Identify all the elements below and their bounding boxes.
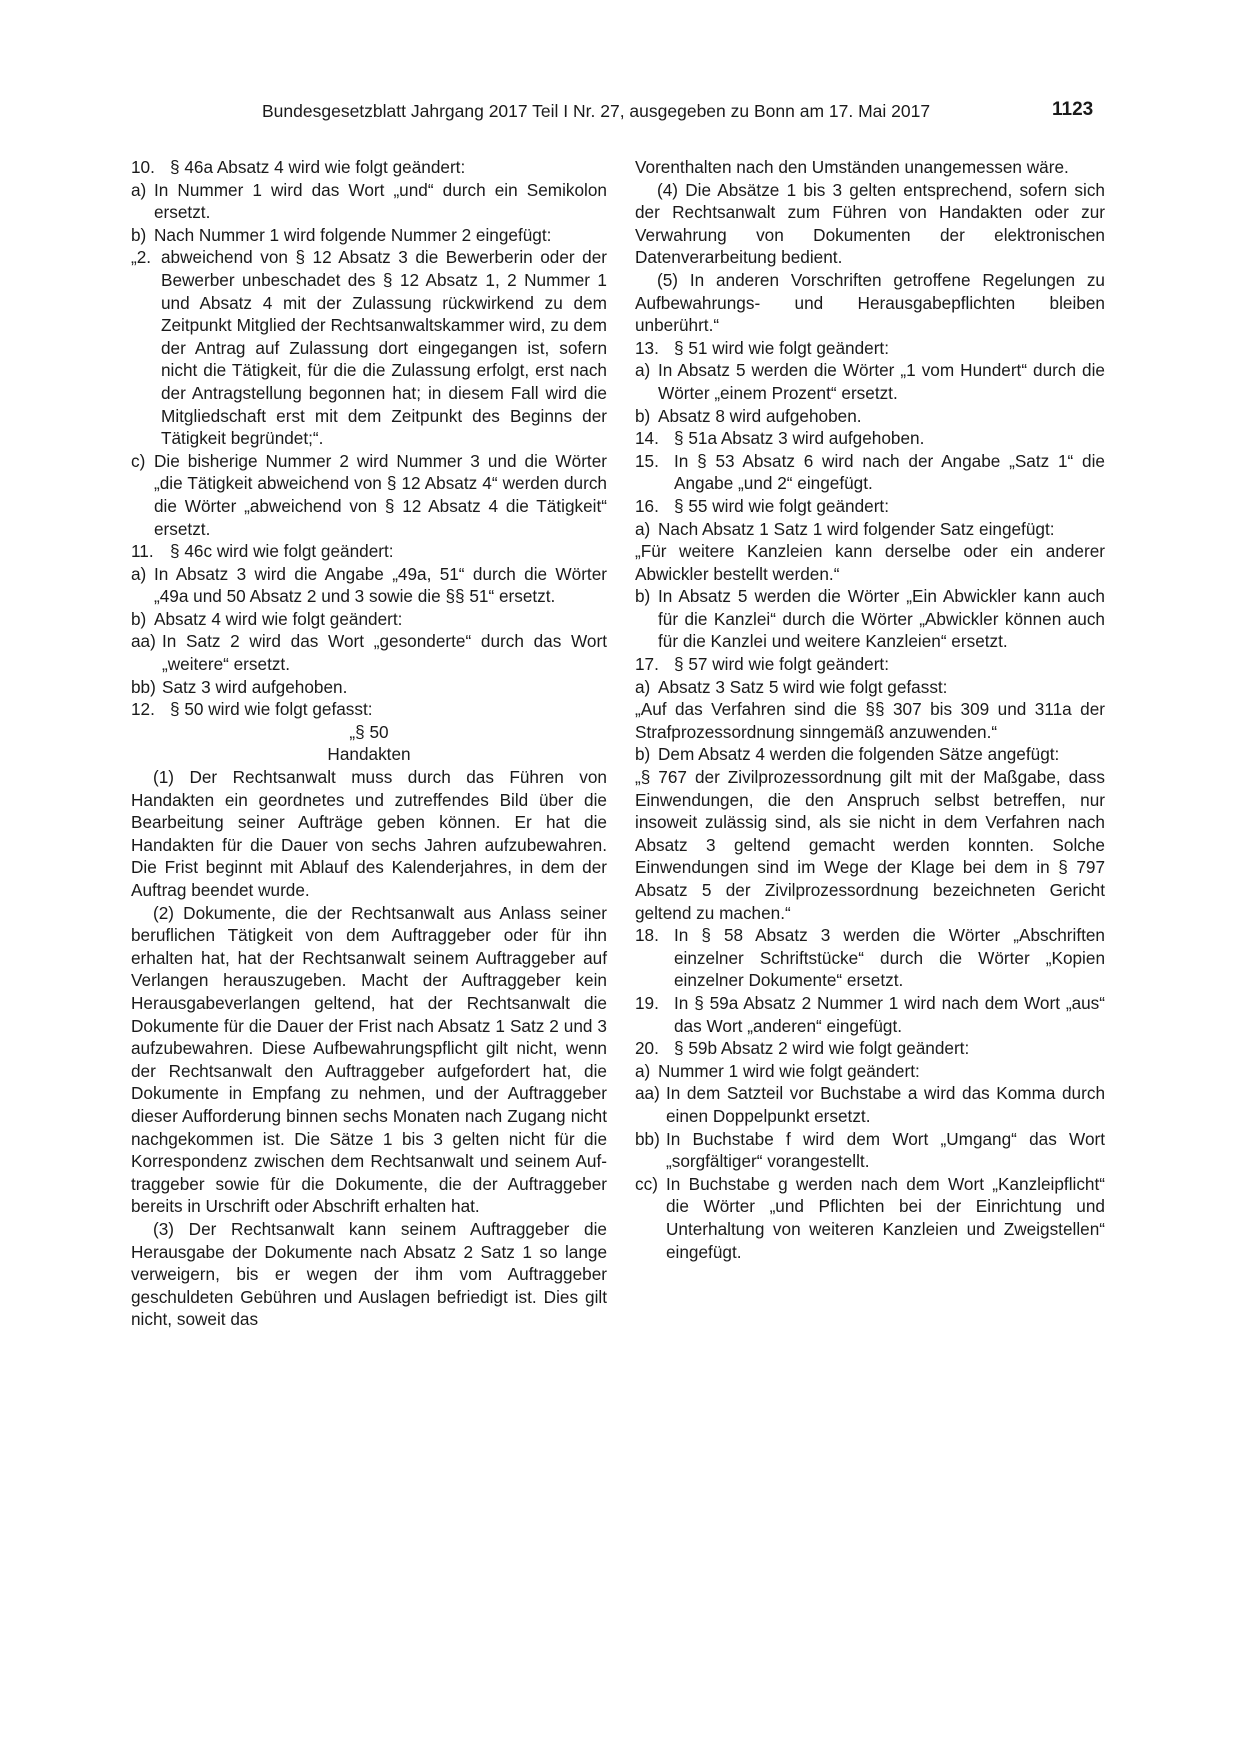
subsub-label: bb) <box>635 1128 660 1149</box>
sub-label: b) <box>131 608 147 629</box>
item-text: § 50 wird wie folgt gefasst: <box>170 699 373 720</box>
subsub-text: In Buchstabe g werden nach dem Wort „Kanzleipflicht“ die Wörter „und Pflichten bei der Einrichtung und Unterhaltung von weiteren Kanzleien und Zweigstellen“ eingefügt. <box>666 1173 1105 1262</box>
sub-text: Nach Absatz 1 Satz 1 wird folgender Satz eingefügt: <box>658 518 1055 539</box>
item-number: 19. <box>635 992 659 1013</box>
sub-item <box>131 450 607 540</box>
sub-item <box>635 405 1105 428</box>
sub-text: In Absatz 3 wird die Angabe „49a, 51“ durch die Wörter „49a und 50 Absatz 2 und 3 sowie die §§ 51“ ersetzt. <box>154 563 607 607</box>
quoted-text: „Auf das Verfahren sind die §§ 307 bis 309 und 311a der Strafprozessordnung sinngemäß anzuwenden.“ <box>635 699 1105 742</box>
item-number: 11. <box>131 541 154 562</box>
item-text: § 51 wird wie folgt geändert: <box>674 337 889 358</box>
sub-item <box>131 179 607 224</box>
paragraph: (2) Dokumente, die der Rechtsanwalt aus Anlass seiner beruflichen Tätigkeit von dem Auftraggeber oder für ihn erhalten hat, hat der Rechtsanwalt seinem Auftraggeber auf Verlangen herauszugeben. Macht der Auftraggeber kein Herausgabeverlangen geltend, hat der Rechtsanwalt die Dokumente für die Dauer der Frist nach Absatz 1 Satz 2 und 3 aufzubewahren. Diese Aufbewahrungspflicht gilt nicht, wenn der Rechtsanwalt den Auftraggeber aufgefordert hat, die Dokumente in Empfang zu nehmen, und der Auftraggeber dieser Aufforderung binnen sechs Monaten nach Zugang nicht nachgekommen ist. Die Sätze 1 bis 3 gelten nicht für die Korrespondenz zwischen dem Rechtsanwalt und seinem Auftraggeber sowie für die Dokumente, die der Auftraggeber bereits in Urschrift oder Abschrift erhalten hat. <box>131 902 607 1217</box>
page-number: 1123 <box>1052 99 1094 120</box>
paragraph: (3) Der Rechtsanwalt kann seinem Auftraggeber die Herausgabe der Dokumente nach Absatz 2 Satz 1 so lange verweigern, bis er wegen der ihm vom Auftraggeber geschuldeten Gebühren und Auslagen befriedigt ist. Dies gilt nicht, soweit das <box>131 1218 607 1330</box>
sub-label: a) <box>635 676 651 697</box>
sub-item <box>635 518 1105 541</box>
sub-item <box>635 585 1105 653</box>
sub-label: a) <box>635 1060 651 1081</box>
item-number: 13. <box>635 337 659 358</box>
item-text: In § 58 Absatz 3 werden die Wörter „Abschriften einzelner Schriftstücke“ durch die Wörter „Kopien einzelner Dokumente“ ersetzt. <box>674 925 1105 991</box>
sub-text: Die bisherige Nummer 2 wird Nummer 3 und die Wörter „die Tätigkeit abweichend von § 12 Absatz 4“ werden durch die Wörter „abweichend von § 12 Absatz 4 die Tätigkeit“ ersetzt. <box>154 450 607 539</box>
sub-label: b) <box>635 405 651 426</box>
item-text: § 57 wird wie folgt geändert: <box>674 654 889 675</box>
sub-text: In Nummer 1 wird das Wort „und“ durch ein Semikolon ersetzt. <box>154 179 607 223</box>
item-number: 17. <box>635 654 659 675</box>
left-column <box>131 156 607 1331</box>
item-17 <box>635 653 1105 676</box>
item-text: § 55 wird wie folgt geändert: <box>674 495 889 516</box>
subsub-label: bb) <box>131 676 156 697</box>
sub-item <box>635 359 1105 404</box>
subsub-text: Satz 3 wird aufgehoben. <box>162 676 348 697</box>
sub-item <box>131 608 607 631</box>
quoted-number-label: „2. <box>131 247 152 268</box>
sub-text: Absatz 8 wird aufgehoben. <box>658 405 862 426</box>
subsub-text: In Satz 2 wird das Wort „gesonderte“ durch das Wort „weitere“ ersetzt. <box>162 631 607 675</box>
item-number: 16. <box>635 495 659 516</box>
item-20 <box>635 1037 1105 1060</box>
sub-text: Nach Nummer 1 wird folgende Nummer 2 eingefügt: <box>154 224 552 245</box>
item-text: In § 59a Absatz 2 Nummer 1 wird nach dem Wort „aus“ das Wort „anderen“ eingefügt. <box>674 992 1105 1036</box>
item-number: 20. <box>635 1038 659 1059</box>
sub-label: b) <box>635 586 651 607</box>
item-13 <box>635 337 1105 360</box>
item-number: 18. <box>635 925 659 946</box>
subsub-label: aa) <box>635 1083 660 1104</box>
section-heading: Handakten <box>327 744 411 765</box>
quoted-text: „Für weitere Kanzleien kann derselbe oder ein anderer Abwickler bestellt werden.“ <box>635 541 1105 584</box>
quoted-text: „§ 767 der Zivilprozessordnung gilt mit der Maßgabe, dass Einwendungen, die den Anspruch selbst betreffen, nur insoweit zulässig sind, als sie nicht in dem Verfahren nach Absatz 3 geltend gemacht werden konnten. Solche Einwendungen sind im Wege der Klage bei dem in § 797 Absatz 5 der Zivilprozessordnung bezeichneten Gericht geltend zu machen.“ <box>635 767 1105 923</box>
item-text: § 51a Absatz 3 wird aufgehoben. <box>674 428 925 449</box>
sub-label: a) <box>635 360 651 381</box>
sub-item <box>635 743 1105 766</box>
subsub-text: In Buchstabe f wird dem Wort „Umgang“ das Wort „sorgfältiger“ vorangestellt. <box>666 1128 1105 1172</box>
item-11 <box>131 540 607 563</box>
item-text: In § 53 Absatz 6 wird nach der Angabe „Satz 1“ die Angabe „und 2“ eingefügt. <box>674 450 1105 494</box>
item-12 <box>131 698 607 721</box>
item-18 <box>635 924 1105 992</box>
section-number: „§ 50 <box>349 721 389 742</box>
subsub-item <box>635 1173 1105 1263</box>
quoted-number-text: abweichend von § 12 Absatz 3 die Bewerberin oder der Bewerber unbeschadet des § 12 Absatz 1, 2 Nummer 1 und Absatz 4 mit der Zulassung rückwirkend zu dem Zeitpunkt Mitglied der Rechtsanwaltskammer wird, zu dem der Antrag auf Zulassung dort eingegangen ist, sofern nicht die Tätigkeit, für die die Zulassung erfolgt, erst nach der Antragstellung begonnen hat; in diesem Fall wird die Mitgliedschaft erst mit dem Zeitpunkt des Beginns der Tätigkeit begründet;“. <box>161 247 607 449</box>
item-number: 12. <box>131 699 155 720</box>
sub-label: a) <box>131 179 147 200</box>
item-number: 14. <box>635 428 659 449</box>
item-text: § 46a Absatz 4 wird wie folgt geändert: <box>170 157 466 177</box>
subsub-item <box>131 630 607 675</box>
subsub-text: In dem Satzteil vor Buchstabe a wird das Komma durch einen Doppelpunkt ersetzt. <box>666 1083 1105 1126</box>
sub-item <box>635 676 1105 699</box>
sub-text: In Absatz 5 werden die Wörter „Ein Abwickler kann auch für die Kanzlei“ durch die Wörter „Abwickler können auch für die Kanzlei und weitere Kanzleien“ ersetzt. <box>658 586 1105 652</box>
item-10 <box>131 156 607 179</box>
right-column <box>635 156 1105 1263</box>
sub-item <box>635 1060 1105 1083</box>
subsub-label: aa) <box>131 631 156 652</box>
sub-label: b) <box>635 744 651 765</box>
quoted-number <box>131 246 607 449</box>
item-text: § 59b Absatz 2 wird wie folgt geändert: <box>674 1038 970 1059</box>
subsub-item <box>635 1128 1105 1173</box>
sub-text: Dem Absatz 4 werden die folgenden Sätze angefügt: <box>658 744 1060 765</box>
paragraph-continuation: Vorenthalten nach den Umständen unangemessen wäre. <box>635 157 1069 177</box>
item-19 <box>635 992 1105 1037</box>
subsub-item <box>635 1082 1105 1127</box>
gazette-header: Bundesgesetzblatt Jahrgang 2017 Teil I Nr. 27, ausgegeben zu Bonn am 17. Mai 2017 <box>262 101 931 121</box>
item-16 <box>635 495 1105 518</box>
item-number: 15. <box>635 450 659 471</box>
item-number: 10. <box>131 157 155 177</box>
sub-label: a) <box>635 518 651 539</box>
paragraph: (5) In anderen Vorschriften getroffene Regelungen zu Aufbewahrungs- und Herausgabepflichten bleiben unberührt.“ <box>635 269 1105 336</box>
sub-text: Nummer 1 wird wie folgt geändert: <box>658 1060 920 1081</box>
paragraph: (4) Die Absätze 1 bis 3 gelten entsprechend, sofern sich der Rechtsanwalt zum Führen von Handakten oder zur Verwahrung von Dokumenten der elektronischen Datenverarbeitung bedient. <box>635 179 1105 268</box>
sub-label: c) <box>131 450 146 471</box>
subsub-item <box>131 676 607 699</box>
sub-text: Absatz 3 Satz 5 wird wie folgt gefasst: <box>658 676 948 697</box>
subsub-label: cc) <box>635 1173 658 1194</box>
sub-label: b) <box>131 224 147 245</box>
sub-item <box>131 224 607 247</box>
sub-item <box>131 563 607 608</box>
sub-text: Absatz 4 wird wie folgt geändert: <box>154 608 403 629</box>
item-text: § 46c wird wie folgt geändert: <box>170 541 394 562</box>
item-15 <box>635 450 1105 495</box>
paragraph: (1) Der Rechtsanwalt muss durch das Führen von Handakten ein geordnetes und zutreffendes Bild über die Bearbeitung seiner Aufträge geben können. Er hat die Handakten für die Dauer von sechs Jahren aufzubewahren. Die Frist beginnt mit Ablauf des Kalenderjahres, in dem der Auftrag beendet wurde. <box>131 767 607 900</box>
sub-label: a) <box>131 563 147 584</box>
sub-text: In Absatz 5 werden die Wörter „1 vom Hundert“ durch die Wörter „einem Prozent“ ersetzt. <box>658 360 1105 403</box>
item-14 <box>635 427 1105 450</box>
